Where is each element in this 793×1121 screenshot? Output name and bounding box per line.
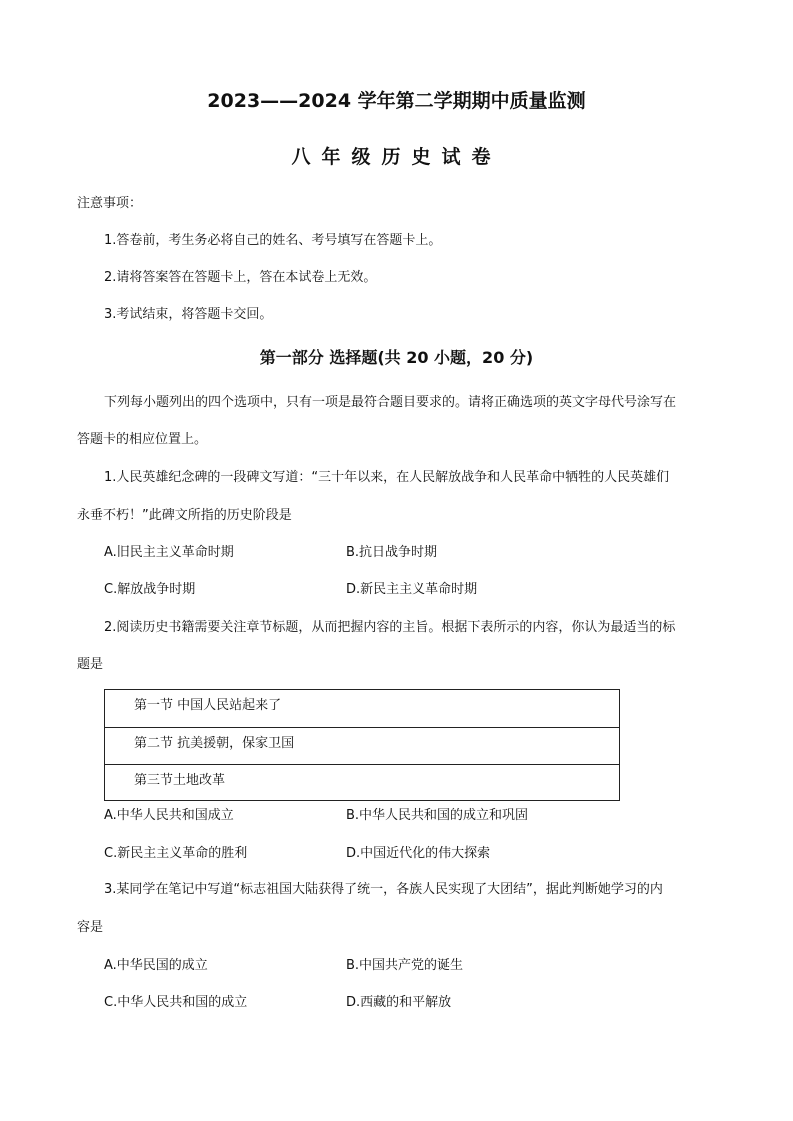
table-row [105, 727, 619, 764]
table-row [105, 764, 619, 801]
table-cell: 第二节 抗美援朝，保家卫国 [134, 736, 295, 751]
instruction-line: 下列每小题列出的四个选项中，只有一项是最符合题目要求的。请将正确选项的英文字母代号涂写在 [104, 395, 677, 410]
notice-item: 1.答卷前，考生务必将自己的姓名、考号填写在答题卡上。 [104, 233, 442, 248]
section-heading: 第一部分 选择题(共 20 小题，20 分) [259, 348, 534, 367]
option-d: D.中国近代化的伟大探索 [346, 846, 491, 861]
option-a: A.中华人民共和国成立 [104, 808, 234, 823]
table-cell: 第一节 中国人民站起来了 [134, 698, 282, 713]
option-d: D.新民主主义革命时期 [346, 582, 478, 597]
notice-item: 3.考试结束，将答题卡交回。 [104, 307, 273, 322]
question-stem: 1.人民英雄纪念碑的一段碑文写道：“三十年以来，在人民解放战争和人民革命中牺牲的人民英雄们 [104, 470, 670, 485]
option-b: B.抗日战争时期 [346, 545, 438, 560]
table-cell: 第三节土地改革 [134, 773, 226, 788]
instruction-line: 答题卡的相应位置上。 [77, 432, 208, 447]
question-stem: 题是 [77, 657, 104, 672]
option-a: A.中华民国的成立 [104, 958, 208, 973]
option-c: C.解放战争时期 [104, 582, 196, 597]
option-c: C.新民主主义革命的胜利 [104, 846, 248, 861]
option-b: B.中华人民共和国的成立和巩固 [346, 808, 529, 823]
exam-title: 2023——2024 学年第二学期期中质量监测 [207, 90, 586, 112]
question-stem: 2.阅读历史书籍需要关注章节标题，从而把握内容的主旨。根据下表所示的内容，你认为最适当的标 [104, 620, 676, 635]
notice-label: 注意事项： [77, 196, 143, 211]
question-stem: 3.某同学在笔记中写道“标志祖国大陆获得了统一，各族人民实现了大团结”，据此判断她学习的内 [104, 882, 663, 897]
question-stem: 永垂不朽！”此碑文所指的历史阶段是 [77, 508, 292, 523]
option-b: B.中国共产党的诞生 [346, 958, 464, 973]
table-row [105, 690, 619, 727]
option-a: A.旧民主主义革命时期 [104, 545, 234, 560]
chapter-table [104, 689, 620, 801]
option-d: D.西藏的和平解放 [346, 995, 452, 1010]
question-stem: 容是 [77, 920, 104, 935]
option-c: C.中华人民共和国的成立 [104, 995, 248, 1010]
notice-item: 2.请将答案答在答题卡上，答在本试卷上无效。 [104, 270, 377, 285]
exam-subtitle: 八年级历史试卷 [291, 146, 502, 168]
